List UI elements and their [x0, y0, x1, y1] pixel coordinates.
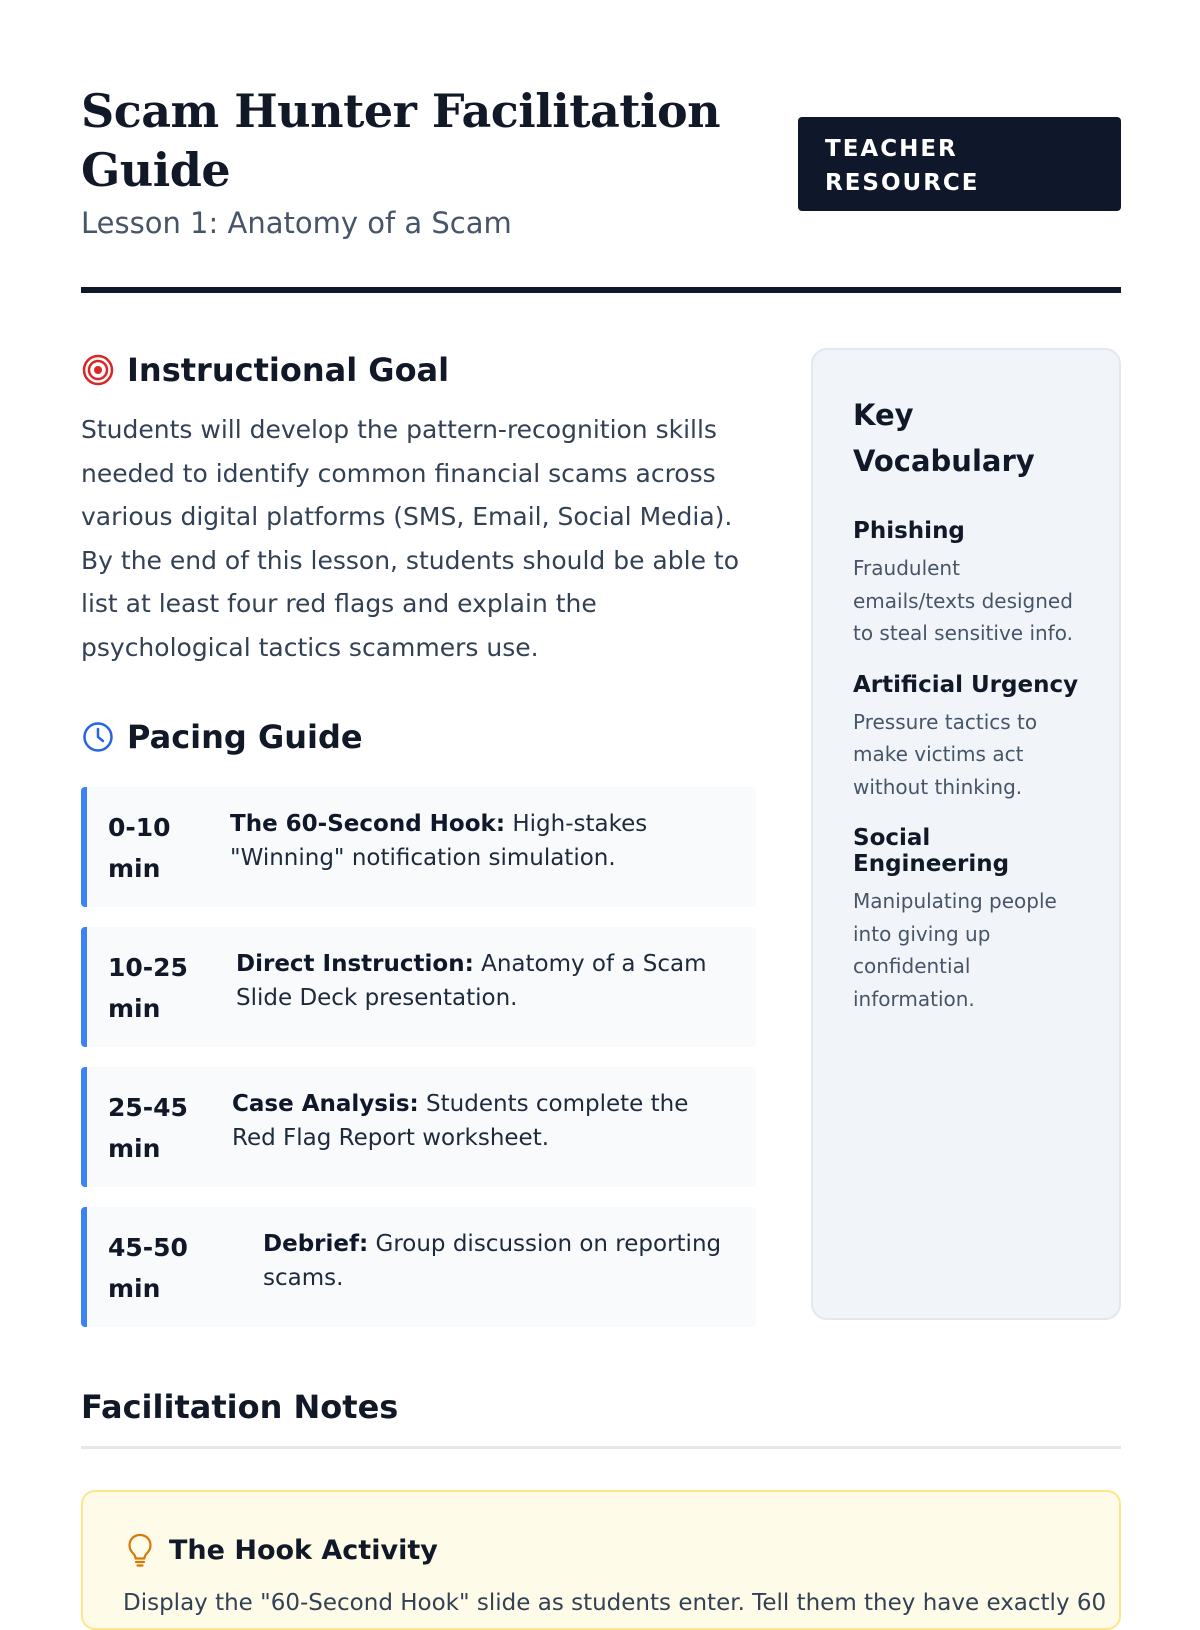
goal-section-header: [81, 340, 756, 400]
pacing-row: [81, 1207, 756, 1327]
pacing-row: [81, 1067, 756, 1187]
clock-icon: [81, 720, 115, 754]
vocabulary-definition: Fraudulent emails/texts designed to steal sensitive info.: [853, 556, 1073, 645]
pacing-label: Direct Instruction:: [236, 951, 474, 977]
teacher-resource-badge: TEACHER RESOURCE: [798, 117, 1121, 211]
pacing-detail: Group discussion on reporting scams.: [263, 1231, 722, 1291]
hook-activity-heading: The Hook Activity: [169, 1534, 438, 1566]
vocabulary-item: [853, 825, 1079, 1015]
vocabulary-heading: Key Vocabulary: [853, 398, 1035, 478]
pacing-time: 10-25 min: [108, 953, 188, 1023]
facilitation-notes-heading: Facilitation Notes: [81, 1388, 399, 1426]
pacing-label: Case Analysis:: [232, 1091, 419, 1117]
pacing-detail: Students complete the Red Flag Report worksheet.: [232, 1091, 689, 1151]
pacing-label: Debrief:: [263, 1231, 369, 1257]
header-divider: [81, 287, 1121, 293]
vocabulary-item: [853, 518, 1079, 650]
page-title: Scam Hunter Facilitation Guide: [81, 84, 721, 197]
vocabulary-sidebar: [811, 348, 1121, 1320]
guide-page: [81, 0, 1121, 1616]
lightbulb-icon: [123, 1532, 157, 1568]
pacing-time: 45-50 min: [108, 1233, 188, 1303]
pacing-section: [81, 707, 756, 1347]
vocabulary-item: [853, 672, 1079, 804]
notes-divider: [81, 1446, 1121, 1449]
guide-header: [81, 0, 1121, 295]
goal-text: Students will develop the pattern-recognition skills needed to identify common financial scams across various digital platforms (SMS, Email, Social Media). By the end of this lesson, students should be able to list at least four red flags and explain the psychological tactics scammers use.: [81, 415, 739, 662]
hook-activity-text: Display the "60-Second Hook" slide as students enter. Tell them they have exactly 60: [123, 1590, 1107, 1616]
pacing-description: [236, 947, 736, 1015]
target-icon: [81, 353, 115, 387]
pacing-detail: High-stakes "Winning" notification simulation.: [230, 811, 648, 871]
lesson-subtitle: Lesson 1: Anatomy of a Scam: [81, 206, 512, 240]
vocabulary-term: Social Engineering: [853, 825, 1010, 877]
pacing-detail: Anatomy of a Scam Slide Deck presentation.: [236, 951, 707, 1011]
vocabulary-term: Artificial Urgency: [853, 671, 1079, 698]
pacing-label: The 60-Second Hook:: [230, 811, 506, 837]
pacing-list: [81, 787, 756, 1327]
goal-heading: Instructional Goal: [127, 351, 450, 389]
pacing-row: [81, 787, 756, 907]
pacing-heading: Pacing Guide: [127, 718, 363, 756]
hook-activity-header: [123, 1532, 1079, 1568]
hook-activity-callout: [81, 1490, 1121, 1630]
vocabulary-term: Phishing: [853, 518, 965, 544]
pacing-row: [81, 927, 756, 1047]
pacing-time: 25-45 min: [108, 1093, 188, 1163]
vocabulary-definition: Manipulating people into giving up confidential information.: [853, 889, 1057, 1011]
pacing-description: [230, 807, 736, 875]
pacing-time: 0-10 min: [108, 813, 171, 883]
main-column: [81, 340, 756, 1303]
pacing-description: [232, 1087, 736, 1155]
pacing-description: [263, 1227, 736, 1295]
pacing-section-header: [81, 707, 756, 767]
vocabulary-definition: Pressure tactics to make victims act without thinking.: [853, 709, 1038, 799]
